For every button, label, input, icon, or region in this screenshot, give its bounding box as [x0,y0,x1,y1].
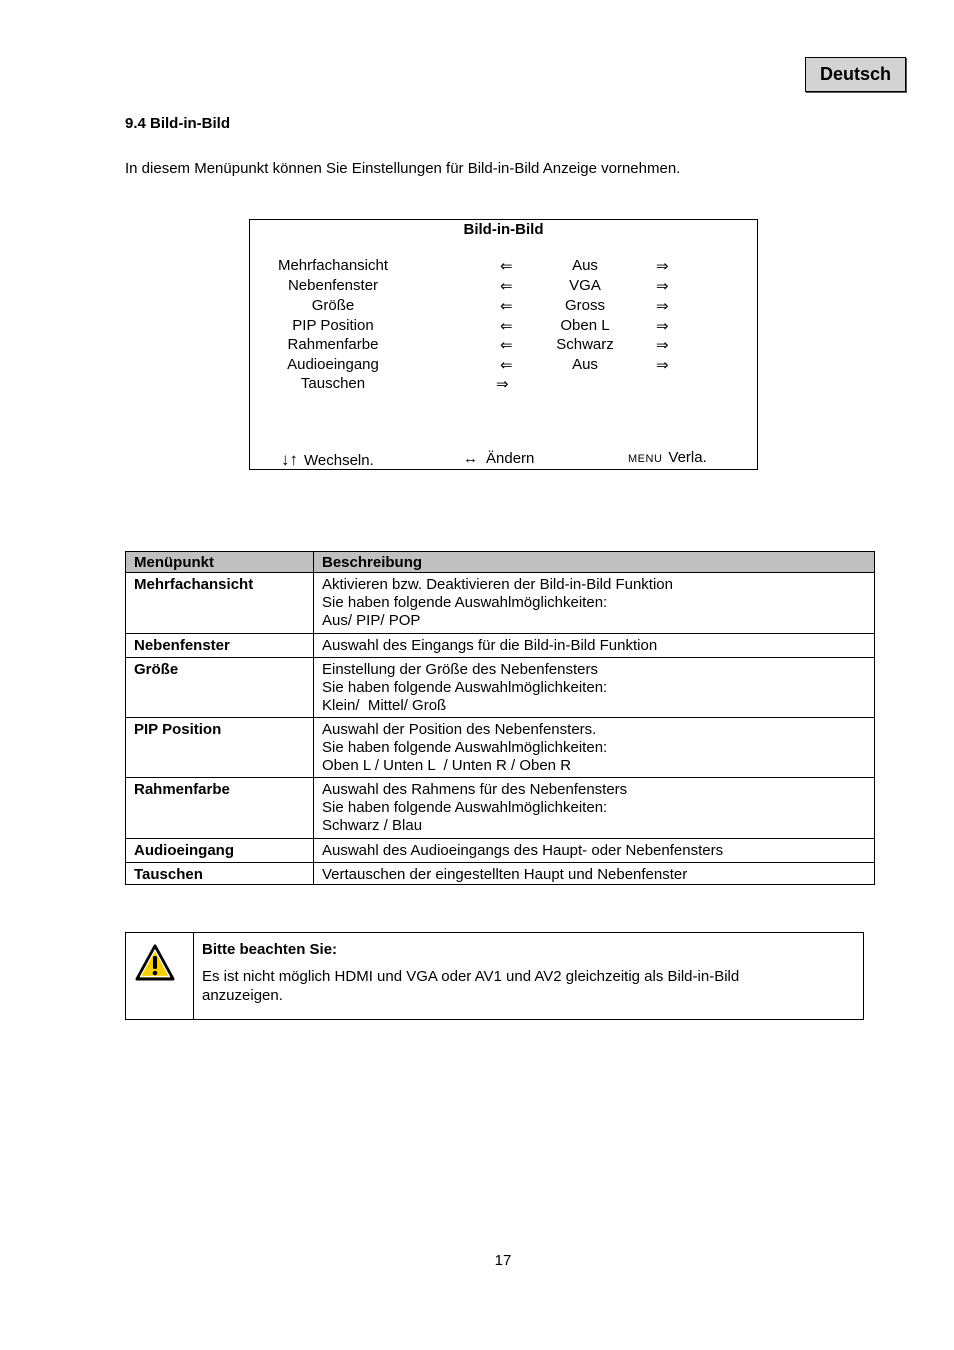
table-cell-item: Mehrfachansicht [126,573,314,634]
description-line: Auswahl des Rahmens für des Nebenfensters [322,781,628,798]
osd-row-mehrfachansicht [250,257,757,277]
page-number: 17 [494,1252,512,1269]
osd-row-value: Aus [572,356,598,373]
right-arrow-icon: ⇒ [656,337,669,354]
osd-row-label: Mehrfachansicht [277,257,389,274]
osd-row-label: Tauschen [300,375,366,392]
osd-change-hint [463,450,534,467]
intro-text: In diesem Menüpunkt können Sie Einstellungen für Bild-in-Bild Anzeige vornehmen. [125,160,681,177]
osd-row-value: Schwarz [556,336,614,353]
right-arrow-icon: ⇒ [656,318,669,335]
left-arrow-icon: ⇐ [500,337,513,354]
table-cell-item: Rahmenfarbe [126,778,314,839]
osd-title: Bild-in-Bild [463,221,544,238]
osd-row-rahmenfarbe [250,336,757,356]
table-row [126,573,875,634]
right-arrow-icon: ⇒ [496,376,509,393]
osd-row-tauschen [250,375,757,395]
note-title: Bitte beachten Sie: [202,941,338,958]
table-row [126,658,875,718]
osd-change-label: Ändern [486,450,535,467]
description-line: Oben L / Unten L / Unten R / Oben R [322,757,572,774]
osd-row-nebenfenster [250,277,757,297]
table-cell-item: PIP Position [126,718,314,778]
osd-row-label: Audioeingang [287,356,379,373]
description-line: Vertauschen der eingestellten Haupt und Nebenfenster [322,866,688,883]
osd-nav-label: Wechseln. [304,452,374,469]
note-icon-cell [126,933,194,1019]
description-line: Auswahl des Audioeingangs des Haupt- oder Nebenfensters [322,842,724,859]
table-cell-description [314,863,875,885]
description-line: Aktivieren bzw. Deaktivieren der Bild-in-Bild Funktion [322,576,673,593]
description-line: Schwarz / Blau [322,817,423,834]
osd-row-value: Gross [564,297,605,314]
table-cell-item: Nebenfenster [126,634,314,658]
description-line: Sie haben folgende Auswahlmöglichkeiten: [322,799,608,816]
left-arrow-icon: ⇐ [500,318,513,335]
warning-icon [134,943,176,983]
table-cell-description [314,839,875,863]
osd-menu-screen [249,219,758,470]
table-row [126,718,875,778]
osd-exit-label: Verla. [668,449,707,466]
osd-row-label: Größe [311,297,355,314]
osd-row-label: PIP Position [292,317,374,334]
menu-key-label: MENU [628,453,663,465]
description-line: Einstellung der Größe des Nebenfensters [322,661,598,678]
language-badge: Deutsch [805,57,906,92]
osd-nav-hint [281,450,374,470]
warning-note-box [125,932,864,1020]
table-row [126,863,875,885]
header-menuepunkt: Menüpunkt [126,552,314,573]
left-arrow-icon: ⇐ [500,357,513,374]
description-line: Sie haben folgende Auswahlmöglichkeiten: [322,679,608,696]
section-title: 9.4 Bild-in-Bild [125,115,230,132]
note-text: Es ist nicht möglich HDMI und VGA oder AV1 und AV2 gleichzeitig als Bild-in-Bild anzuzeigen. [202,968,740,1004]
description-line: Auswahl der Position des Nebenfensters. [322,721,597,738]
table-cell-item: Größe [126,658,314,718]
right-arrow-icon: ⇒ [656,278,669,295]
table-cell-item: Tauschen [126,863,314,885]
left-arrow-icon: ⇐ [500,298,513,315]
description-line: Sie haben folgende Auswahlmöglichkeiten: [322,739,608,756]
description-line: Auswahl des Eingangs für die Bild-in-Bild Funktion [322,637,658,654]
table-cell-description [314,634,875,658]
table-cell-description [314,573,875,634]
osd-row-audioeingang [250,356,757,376]
osd-row-value: Oben L [560,317,610,334]
header-beschreibung: Beschreibung [314,552,875,573]
right-arrow-icon: ⇒ [656,357,669,374]
right-arrow-icon: ⇒ [656,258,669,275]
table-cell-description [314,658,875,718]
description-line: Sie haben folgende Auswahlmöglichkeiten: [322,594,608,611]
osd-exit-hint [628,449,707,466]
table-header-row [126,552,875,573]
description-table [125,551,875,885]
table-row [126,778,875,839]
table-cell-description [314,718,875,778]
table-row [126,634,875,658]
osd-row-groesse [250,297,757,317]
left-right-arrow-icon: ↔ [463,450,478,467]
description-line: Aus/ PIP/ POP [322,612,421,629]
table-row [126,839,875,863]
description-line: Klein/ Mittel/ Groß [322,697,447,714]
up-down-arrow-icon: ↓↑ [281,450,298,469]
table-cell-item: Audioeingang [126,839,314,863]
osd-row-value: Aus [572,257,598,274]
right-arrow-icon: ⇒ [656,298,669,315]
table-cell-description [314,778,875,839]
osd-row-label: Rahmenfarbe [287,336,379,353]
osd-row-label: Nebenfenster [287,277,379,294]
osd-row-value: VGA [569,277,601,294]
left-arrow-icon: ⇐ [500,278,513,295]
left-arrow-icon: ⇐ [500,258,513,275]
osd-row-pip-position [250,317,757,337]
